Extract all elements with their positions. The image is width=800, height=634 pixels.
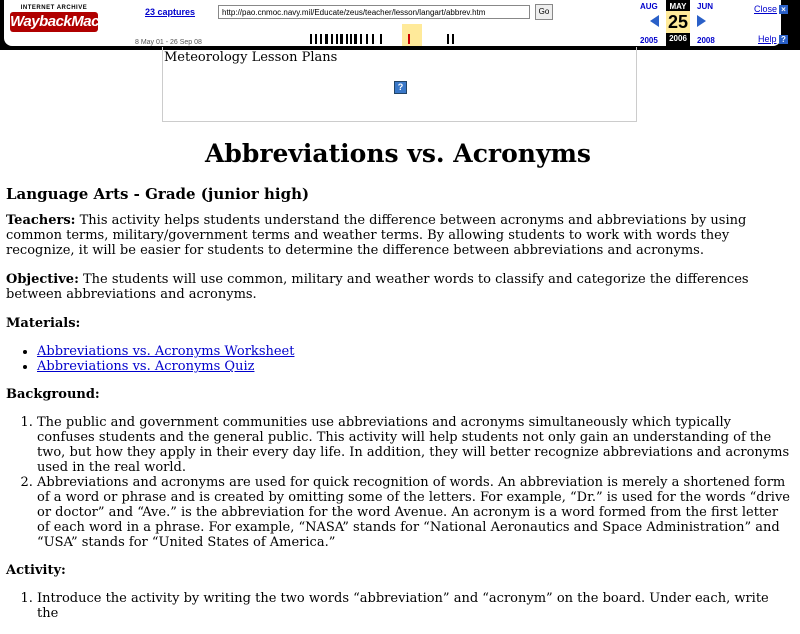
list-item: 1. Introduce the activity by writing the two words “abbreviation” and “acronym” on the board. Under each, write the — [37, 591, 790, 621]
teachers-label: Teachers: — [6, 213, 76, 228]
close-link[interactable]: Close — [754, 4, 778, 14]
help-question-icon[interactable]: ? — [394, 81, 407, 94]
logo-top-text: INTERNET ARCHIVE — [20, 5, 88, 11]
materials-heading: Materials: — [6, 316, 81, 331]
wayback-logo[interactable] — [10, 5, 128, 39]
next-year[interactable]: 2008 — [697, 36, 715, 45]
materials-list — [6, 344, 790, 374]
current-month: MAY — [669, 2, 687, 11]
list-item — [37, 359, 790, 374]
current-capture-date — [666, 0, 690, 46]
background-list — [6, 415, 790, 550]
next-month[interactable]: JUN — [697, 2, 714, 11]
main-content — [6, 134, 790, 634]
list-item: 1. The public and government communities use abbreviations and acronyms simultaneously which typically confuses students and the general public. This activity will help students not only gain an understanding of the two, but how they apply in their every day life. In addition, they will better recognize abbreviations and acronyms used in the real world. — [37, 415, 790, 475]
activity-heading: Activity: — [6, 563, 66, 578]
go-button[interactable]: Go — [535, 4, 553, 20]
captures-link[interactable]: 23 captures — [145, 7, 196, 17]
site-title: Meteorology Lesson Plans — [164, 50, 338, 65]
prev-month[interactable]: AUG — [640, 2, 658, 11]
help-icon[interactable]: ? — [779, 35, 788, 44]
capture-range: 8 May 01 - 26 Sep 08 — [135, 39, 202, 46]
objective-text: The students will use common, military and weather words to classify and categorize the differences between abbreviations and acronyms. — [6, 272, 749, 302]
teachers-text: This activity helps students understand the difference between acronyms and abbreviations by using common terms, military/government terms and weather terms. By allowing students to work with words they recognize, it will be easier for students to determine the difference between abbreviations and acronyms. — [6, 213, 747, 258]
capture-timeline[interactable] — [310, 26, 460, 46]
close-icon[interactable]: × — [779, 5, 788, 14]
teachers-paragraph — [6, 213, 790, 258]
wayback-toolbar — [0, 0, 800, 50]
current-year: 2006 — [669, 34, 687, 43]
current-day: 25 — [667, 12, 689, 32]
next-capture-arrow-icon[interactable] — [697, 15, 706, 27]
worksheet-link[interactable]: Abbreviations vs. Acronyms Worksheet — [37, 344, 295, 359]
list-item — [37, 344, 790, 359]
url-input[interactable]: http://pao.cnmoc.navy.mil/Educate/zeus/teacher/lesson/langart/abbrev.htm — [218, 5, 530, 19]
prev-capture-arrow-icon[interactable] — [650, 15, 659, 27]
prev-year[interactable]: 2005 — [640, 36, 658, 45]
quiz-link[interactable]: Abbreviations vs. Acronyms Quiz — [37, 359, 255, 374]
logo-main-text: WaybackMachine — [10, 13, 128, 30]
page-subtitle: Language Arts - Grade (junior high) — [6, 185, 310, 203]
activity-list — [6, 591, 790, 621]
list-item: 2. Abbreviations and acronyms are used for quick recognition of words. An abbreviation is merely a shortened form of a word or phrase and is created by omitting some of the letters. For example, “Dr.” is used for the words “drive or doctor” and “Ave.” is the abbreviation for the word Avenue. An acronym is a word formed from the first letter of each word in a phrase. For example, “NASA” stands for “National Aeronautics and Space Administration” and “USA” stands for “United States of America.” — [37, 475, 790, 550]
objective-paragraph — [6, 272, 790, 302]
page-title: Abbreviations vs. Acronyms — [204, 139, 592, 168]
objective-label: Objective: — [6, 272, 79, 287]
background-heading: Background: — [6, 387, 100, 402]
help-link[interactable]: Help — [758, 34, 777, 44]
